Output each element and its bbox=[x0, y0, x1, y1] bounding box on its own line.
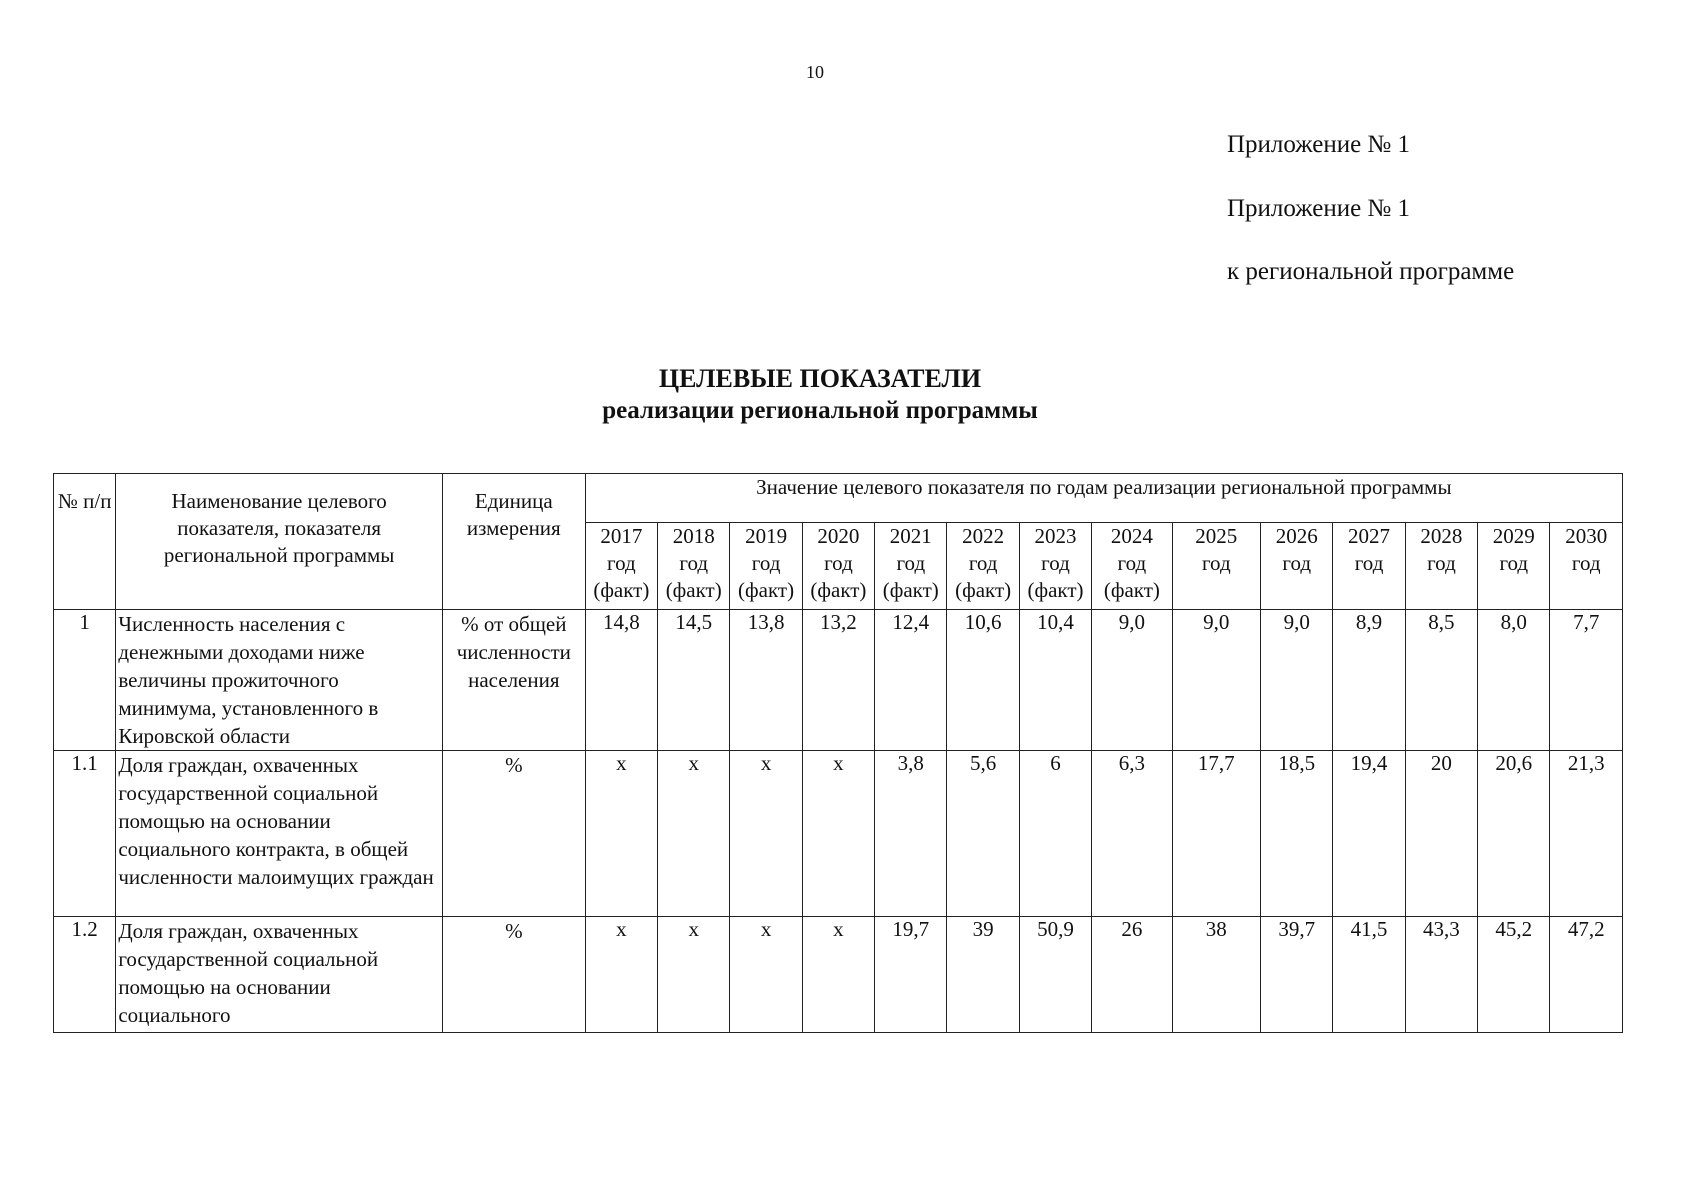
year-header-word: год bbox=[1427, 551, 1456, 575]
row-number: 1.2 bbox=[54, 917, 116, 1033]
row-value-2026: 9,0 bbox=[1261, 610, 1333, 751]
header-row bbox=[54, 474, 1623, 523]
row-value-2022: 5,6 bbox=[947, 751, 1019, 917]
row-value-2022: 10,6 bbox=[947, 610, 1019, 751]
year-header-word: год bbox=[1117, 551, 1147, 575]
year-header-2028 bbox=[1405, 523, 1477, 610]
year-header-2018 bbox=[658, 523, 730, 610]
row-value-2019: 13,8 bbox=[730, 610, 802, 751]
row-value-2024: 9,0 bbox=[1092, 610, 1172, 751]
row-number: 1.1 bbox=[54, 751, 116, 917]
year-header-2020 bbox=[802, 523, 874, 610]
year-header-word: год bbox=[1499, 551, 1529, 575]
year-header-word: год bbox=[824, 551, 853, 575]
year-header-2017 bbox=[585, 523, 657, 610]
row-value-2019: x bbox=[730, 917, 802, 1033]
row-value-2026: 18,5 bbox=[1261, 751, 1333, 917]
year-header-year: 2023 bbox=[1034, 524, 1077, 548]
row-number: 1 bbox=[54, 610, 116, 751]
title-sub: реализации региональной программы bbox=[602, 397, 1038, 424]
year-header-year: 2022 bbox=[962, 524, 1005, 548]
year-header-note: (факт) bbox=[882, 578, 939, 602]
indicators-table bbox=[53, 473, 1623, 1033]
year-header-note: (факт) bbox=[593, 578, 650, 602]
year-header-year: 2030 bbox=[1565, 524, 1608, 548]
row-value-2030: 47,2 bbox=[1550, 917, 1623, 1033]
row-value-2020: x bbox=[802, 917, 874, 1033]
row-value-2023: 6 bbox=[1019, 751, 1091, 917]
year-header-word: год bbox=[968, 551, 998, 575]
row-value-2025: 38 bbox=[1172, 917, 1260, 1033]
appendix-line-3: к региональной программе bbox=[1227, 258, 1515, 285]
year-header-2026 bbox=[1261, 523, 1333, 610]
year-header-2025 bbox=[1172, 523, 1260, 610]
row-value-2028: 20 bbox=[1405, 751, 1477, 917]
year-header-year: 2021 bbox=[889, 524, 932, 548]
row-value-2022: 39 bbox=[947, 917, 1019, 1033]
year-header-year: 2027 bbox=[1348, 524, 1391, 548]
row-value-2027: 8,9 bbox=[1333, 610, 1405, 751]
year-header-word: год bbox=[1282, 551, 1312, 575]
year-header-2030 bbox=[1550, 523, 1623, 610]
year-header-year: 2017 bbox=[600, 524, 643, 548]
row-value-2023: 50,9 bbox=[1019, 917, 1091, 1033]
year-header-note: (факт) bbox=[810, 578, 867, 602]
year-header-note: (факт) bbox=[1027, 578, 1084, 602]
row-value-2020: 13,2 bbox=[802, 610, 874, 751]
row-value-2020: x bbox=[802, 751, 874, 917]
year-header-word: год bbox=[1354, 551, 1384, 575]
row-value-2023: 10,4 bbox=[1019, 610, 1091, 751]
row-value-2028: 8,5 bbox=[1405, 610, 1477, 751]
year-header-2029 bbox=[1478, 523, 1550, 610]
year-header-word: год bbox=[896, 551, 926, 575]
row-value-2021: 3,8 bbox=[875, 751, 947, 917]
appendix-line-2: Приложение № 1 bbox=[1227, 195, 1411, 222]
year-header-year: 2020 bbox=[817, 524, 860, 548]
row-value-2029: 8,0 bbox=[1478, 610, 1550, 751]
row-value-2025: 17,7 bbox=[1172, 751, 1260, 917]
page-number: 10 bbox=[806, 62, 824, 82]
table-row bbox=[54, 751, 1623, 917]
table-body bbox=[54, 610, 1623, 1033]
row-value-2017: x bbox=[585, 751, 657, 917]
row-value-2024: 26 bbox=[1092, 917, 1172, 1033]
row-indicator-name: Доля граждан, охваченных государственной социальной помощью на основании социального bbox=[116, 917, 443, 1033]
row-value-2024: 6,3 bbox=[1092, 751, 1172, 917]
table-row bbox=[54, 917, 1623, 1033]
year-header-2024 bbox=[1092, 523, 1172, 610]
year-header-word: год bbox=[679, 551, 709, 575]
year-header-year: 2025 bbox=[1195, 524, 1238, 548]
year-header-year: 2026 bbox=[1275, 524, 1318, 548]
year-header-2027 bbox=[1333, 523, 1405, 610]
year-header-note: (факт) bbox=[738, 578, 795, 602]
row-unit: % от общей численности населения bbox=[442, 610, 585, 751]
year-header-word: год bbox=[607, 551, 636, 575]
year-header-word: год bbox=[1041, 551, 1070, 575]
header-number: № п/п bbox=[54, 474, 116, 610]
document-title bbox=[0, 363, 1640, 427]
year-header-year: 2019 bbox=[745, 524, 788, 548]
row-value-2029: 20,6 bbox=[1478, 751, 1550, 917]
year-header-note: (факт) bbox=[665, 578, 722, 602]
year-header-year: 2028 bbox=[1420, 524, 1463, 548]
year-header-year: 2024 bbox=[1110, 524, 1153, 548]
row-value-2018: x bbox=[658, 751, 730, 917]
year-header-word: год bbox=[1571, 551, 1601, 575]
row-value-2027: 19,4 bbox=[1333, 751, 1405, 917]
row-value-2026: 39,7 bbox=[1261, 917, 1333, 1033]
row-value-2025: 9,0 bbox=[1172, 610, 1260, 751]
header-unit: Единица измерения bbox=[442, 474, 585, 610]
header-name: Наименование целевого показателя, показателя региональной программы bbox=[116, 474, 443, 610]
appendix-line-1: Приложение № 1 bbox=[1227, 131, 1411, 158]
year-header-year: 2029 bbox=[1492, 524, 1535, 548]
row-value-2018: 14,5 bbox=[658, 610, 730, 751]
year-header-note: (факт) bbox=[1103, 578, 1160, 602]
row-value-2021: 12,4 bbox=[875, 610, 947, 751]
row-indicator-name: Доля граждан, охваченных государственной социальной помощью на основании социального контракта, в общей численности малоимущих граждан bbox=[116, 751, 443, 917]
table-row bbox=[54, 610, 1623, 751]
row-value-2027: 41,5 bbox=[1333, 917, 1405, 1033]
row-value-2029: 45,2 bbox=[1478, 917, 1550, 1033]
row-value-2017: x bbox=[585, 917, 657, 1033]
row-unit: % bbox=[442, 917, 585, 1033]
row-value-2030: 7,7 bbox=[1550, 610, 1623, 751]
row-unit: % bbox=[442, 751, 585, 917]
year-header-2022 bbox=[947, 523, 1019, 610]
row-value-2021: 19,7 bbox=[875, 917, 947, 1033]
title-main: ЦЕЛЕВЫЕ ПОКАЗАТЕЛИ bbox=[658, 364, 982, 393]
row-value-2028: 43,3 bbox=[1405, 917, 1477, 1033]
row-value-2019: x bbox=[730, 751, 802, 917]
row-indicator-name: Численность населения с денежными доходами ниже величины прожиточного минимума, установленного в Кировской области bbox=[116, 610, 443, 751]
year-header-2023 bbox=[1019, 523, 1091, 610]
year-header-2021 bbox=[875, 523, 947, 610]
year-header-2019 bbox=[730, 523, 802, 610]
year-header-word: год bbox=[751, 551, 781, 575]
year-header-year: 2018 bbox=[672, 524, 715, 548]
row-value-2017: 14,8 bbox=[585, 610, 657, 751]
row-value-2018: x bbox=[658, 917, 730, 1033]
year-header-word: год bbox=[1201, 551, 1231, 575]
row-value-2030: 21,3 bbox=[1550, 751, 1623, 917]
header-values-group: Значение целевого показателя по годам реализации региональной программы bbox=[585, 474, 1622, 523]
year-header-note: (факт) bbox=[955, 578, 1012, 602]
